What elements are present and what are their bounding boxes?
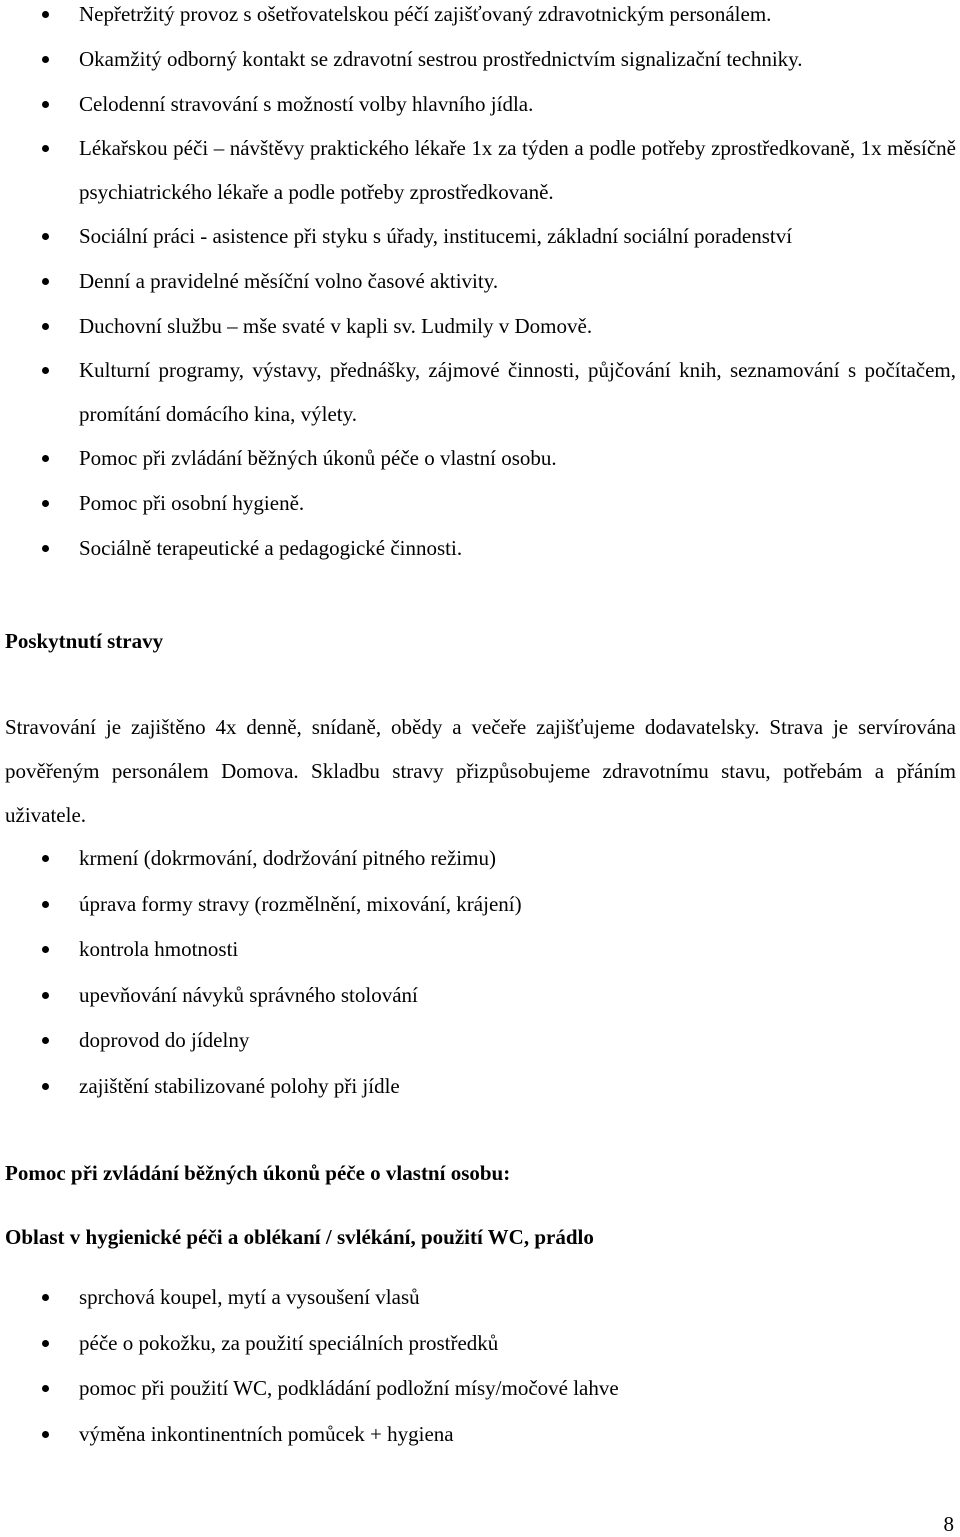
food-list — [0, 836, 960, 1109]
list-item: Celodenní stravování s možností volby hlavního jídla. — [0, 82, 960, 127]
bullet-icon — [42, 946, 49, 953]
list-item: Lékařskou péči – návštěvy praktického lékaře 1x za týden a podle potřeby zprostředkovaně, 1x měsíčně psychiatrického lékaře a podle potřeby zprostředkovaně. — [0, 127, 960, 214]
bullet-icon — [42, 1083, 49, 1090]
list-item: Sociální práci - asistence při styku s úřady, institucemi, základní sociální poradenství — [0, 214, 960, 259]
bullet-icon — [42, 323, 49, 330]
bullet-icon — [42, 367, 49, 374]
section-subheading-hygiene: Oblast v hygienické péči a oblékaní / svlékání, použití WC, prádlo — [5, 1225, 594, 1249]
food-paragraph: Stravování je zajištěno 4x denně, snídaně, obědy a večeře zajišťujeme dodavatelsky. Strava je servírována pověřeným personálem Domova. Skladbu stravy přizpůsobujeme zdravotnímu stavu, potřebám a přáním uživatele. — [5, 715, 956, 827]
list-item: Nepřetržitý provoz s ošetřovatelskou péčí zajišťovaný zdravotnickým personálem. — [0, 0, 960, 37]
list-item: upevňování návyků správného stolování — [0, 973, 960, 1019]
list-item: Pomoc při zvládání běžných úkonů péče o vlastní osobu. — [0, 436, 960, 481]
list-item: Okamžitý odborný kontakt se zdravotní sestrou prostřednictvím signalizační techniky. — [0, 37, 960, 82]
bullet-icon — [42, 233, 49, 240]
bullet-icon — [42, 56, 49, 63]
list-item: Denní a pravidelné měsíční volno časové aktivity. — [0, 259, 960, 304]
bullet-icon — [42, 855, 49, 862]
hygiene-list — [0, 1275, 960, 1457]
list-item: Sociálně terapeutické a pedagogické činnosti. — [0, 526, 960, 571]
list-item: doprovod do jídelny — [0, 1018, 960, 1064]
bullet-icon — [42, 1340, 49, 1347]
services-list — [0, 0, 960, 571]
bullet-icon — [42, 500, 49, 507]
bullet-icon — [42, 1431, 49, 1438]
bullet-icon — [42, 1385, 49, 1392]
bullet-icon — [42, 145, 49, 152]
bullet-icon — [42, 11, 49, 18]
list-item: Duchovní službu – mše svaté v kapli sv. Ludmily v Domově. — [0, 304, 960, 349]
list-item: Kulturní programy, výstavy, přednášky, zájmové činnosti, půjčování knih, seznamování s počítačem, promítání domácího kina, výlety. — [0, 349, 960, 436]
list-item: Pomoc při osobní hygieně. — [0, 481, 960, 526]
section-heading-food: Poskytnutí stravy — [5, 629, 164, 653]
list-item: pomoc při použití WC, podkládání podložní mísy/močové lahve — [0, 1366, 960, 1412]
section-heading-care: Pomoc při zvládání běžných úkonů péče o vlastní osobu: — [5, 1161, 511, 1185]
bullet-icon — [42, 101, 49, 108]
list-item: výměna inkontinentních pomůcek + hygiena — [0, 1412, 960, 1458]
bullet-icon — [42, 1294, 49, 1301]
list-item: krmení (dokrmování, dodržování pitného režimu) — [0, 836, 960, 882]
list-item: úprava formy stravy (rozmělnění, mixování, krájení) — [0, 882, 960, 928]
bullet-icon — [42, 1037, 49, 1044]
bullet-icon — [42, 992, 49, 999]
list-item: péče o pokožku, za použití speciálních prostředků — [0, 1321, 960, 1367]
list-item: sprchová koupel, mytí a vysoušení vlasů — [0, 1275, 960, 1321]
list-item: zajištění stabilizované polohy při jídle — [0, 1064, 960, 1110]
page-number: 8 — [943, 1512, 954, 1536]
list-item: kontrola hmotnosti — [0, 927, 960, 973]
bullet-icon — [42, 278, 49, 285]
bullet-icon — [42, 901, 49, 908]
bullet-icon — [42, 455, 49, 462]
bullet-icon — [42, 545, 49, 552]
